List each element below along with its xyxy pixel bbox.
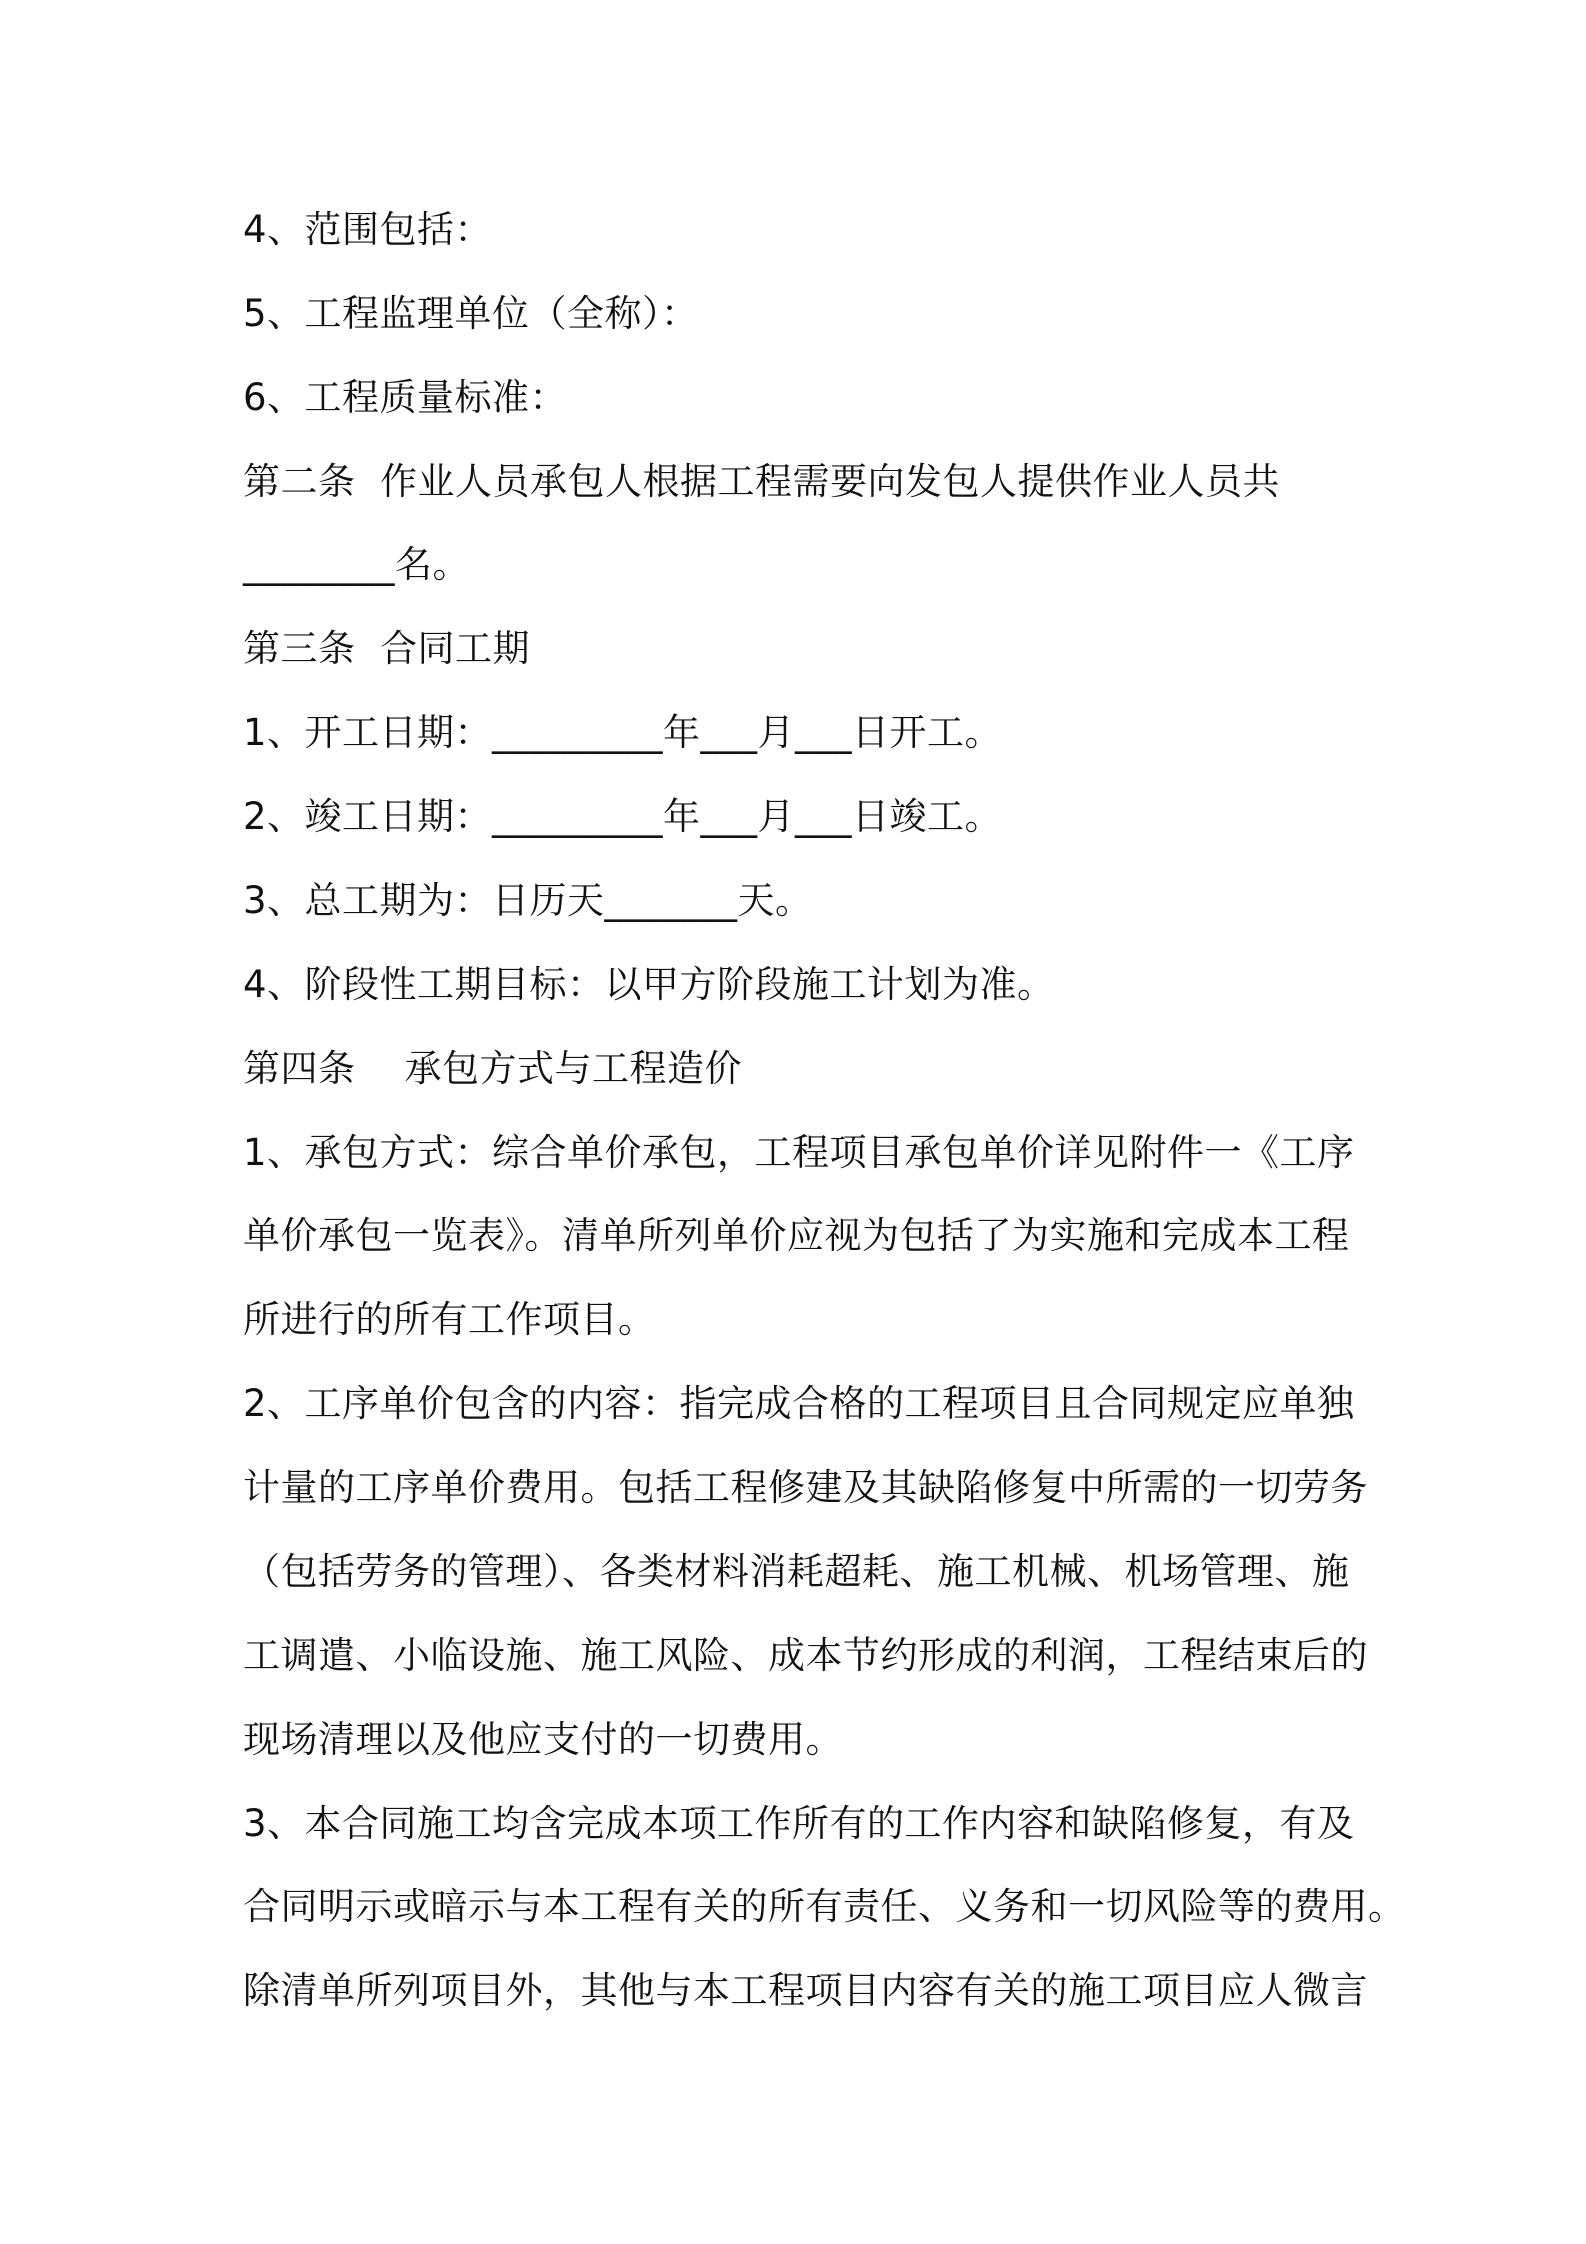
paragraph-line: 计量的工序单价费用。包括工程修建及其缺陷修复中所需的一切劳务 (243, 1466, 1368, 1509)
paragraph-line: 1、承包方式：综合单价承包，工程项目承包单价详见附件一《工序 (243, 1131, 1355, 1174)
paragraph-line: 3、本合同施工均含完成本项工作所有的工作内容和缺陷修复，有及 (243, 1802, 1355, 1845)
paragraph-line: 工调遣、小临设施、施工风险、成本节约形成的利润，工程结束后的 (243, 1634, 1368, 1677)
paragraph-line: 所进行的所有工作项目。 (243, 1298, 656, 1341)
article-3-heading: 第三条 合同工期 (243, 627, 531, 670)
paragraph-line: 2、工序单价包含的内容：指完成合格的工程项目且合同规定应单独 (243, 1382, 1355, 1425)
article-2-heading: 第二条 作业人员承包人根据工程需要向发包人提供作业人员共 (243, 460, 1281, 503)
clause-quality-standard: 6、工程质量标准： (243, 376, 568, 419)
paragraph-line: 现场清理以及他应支付的一切费用。 (243, 1718, 843, 1761)
paragraph-line: （包括劳务的管理）、各类材料消耗超耗、施工机械、机场管理、施 (243, 1550, 1350, 1593)
total-duration-line: 3、总工期为：日历天_______天。 (243, 879, 813, 922)
completion-date-line: 2、竣工日期：_________年___月___日竣工。 (243, 795, 1003, 838)
article-4-heading: 第四条 承包方式与工程造价 (243, 1047, 743, 1090)
clause-scope: 4、范围包括： (243, 208, 493, 251)
clause-supervisor: 5、工程监理单位（全称）： (243, 292, 699, 335)
start-date-line: 1、开工日期：_________年___月___日开工。 (243, 711, 1003, 754)
paragraph-line: 单价承包一览表》。清单所列单价应视为包括了为实施和完成本工程 (243, 1214, 1350, 1257)
paragraph-line: 除清单所列项目外，其他与本工程项目内容有关的施工项目应人微言 (243, 1969, 1368, 2012)
paragraph-line: 合同明示或暗示与本工程有关的所有责任、义务和一切风险等的费用。 (243, 1885, 1406, 1928)
article-2-continued: ________名。 (243, 543, 470, 586)
phase-target-line: 4、阶段性工期目标：以甲方阶段施工计划为准。 (243, 963, 1055, 1006)
